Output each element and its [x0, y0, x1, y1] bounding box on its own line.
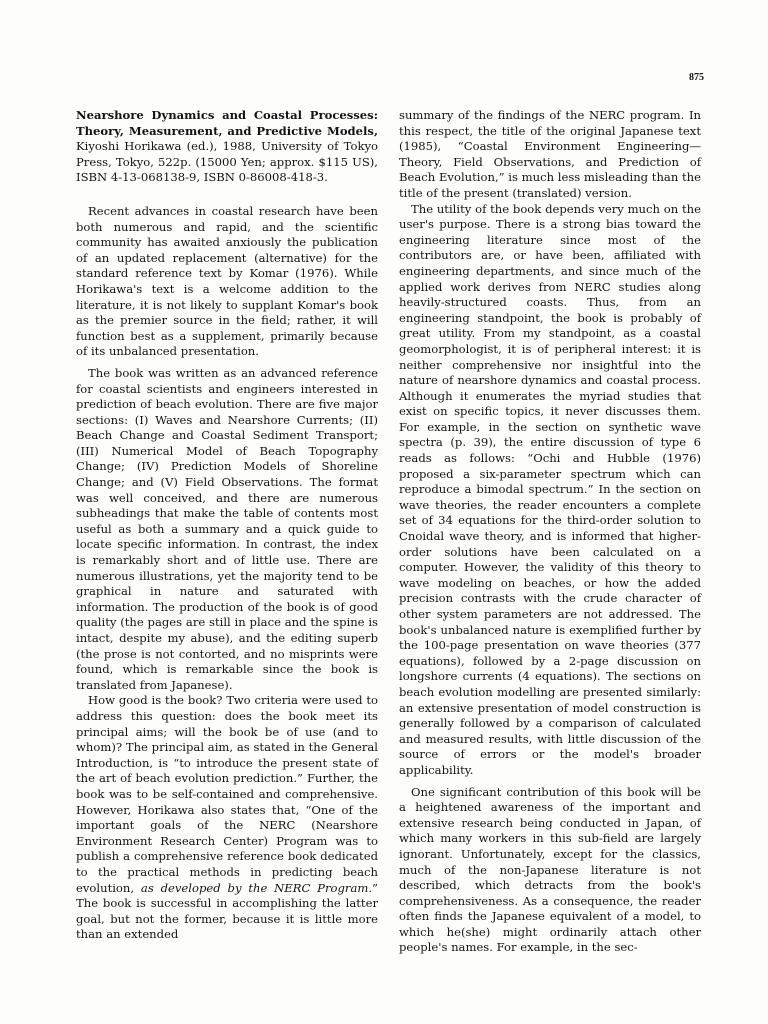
- paragraph: One significant contribution of this book will be a heightened awareness of the important and extensive research being conducted in Japan, of which many workers in this sub-field are largely ignorant. Unfortunately, except for the classics, much of the non-Japanese literature is not described, which detracts from the book's comprehensiveness. As a consequence, the reader often finds the Japanese equivalent of a model, to which he(she) might ordinarily attach other people's names. For example, in the sec-: [399, 784, 701, 955]
- paragraph: summary of the findings of the NERC program. In this respect, the title of the original Japanese text (1985), “Coastal Environment Engineering—Theory, Field Observations, and Prediction of Beach Evolution,” is much less misleading than the title of the present (translated) version.: [399, 108, 701, 200]
- emphasized-text: as developed by the NERC Program: [140, 880, 369, 895]
- paragraph-text: How good is the book? Two criteria were used to address this question: does the book meet its principal aims; will the book be of use (and to whom)? The principal aim, as stated in the General Introduction, is “to introduce the present state of the art of beach evolution prediction.” Further, the book was to be self-contained and comprehensive. However, Horikawa also states that, “One of the important goals of the NERC (Nearshore Environment Research Center) Program was to publish a comprehensive reference book dedicated to the practical methods in predicting beach evolution,: [76, 693, 378, 895]
- paragraph-text: .” The book is successful in accomplishing the latter goal, but not the former, because it is little more than an extended: [76, 880, 378, 942]
- page-number: 875: [689, 72, 704, 83]
- book-citation: [76, 108, 378, 186]
- left-column: [76, 108, 378, 943]
- book-details: Kiyoshi Horikawa (ed.), 1988, University of Tokyo Press, Tokyo, 522p. (15000 Yen; approx. $115 US), ISBN 4-13-068138-9, ISBN 0-86008-418-3.: [76, 139, 378, 185]
- book-title: Nearshore Dynamics and Coastal Processes: Theory, Measurement, and Predictive Models,: [76, 108, 378, 138]
- paragraph: Recent advances in coastal research have been both numerous and rapid, and the scientific community has awaited anxiously the publication of an updated replacement (alternative) for the standard reference text by Komar (1976). While Horikawa's text is a welcome addition to the literature, it is not likely to supplant Komar's book as the premier source in the field; rather, it will function best as a supplement, primarily because of its unbalanced presentation.: [76, 203, 378, 359]
- paragraph: [76, 693, 378, 943]
- paragraph: The utility of the book depends very much on the user's purpose. There is a strong bias toward the engineering literature since most of the contributors are, or have been, affiliated with engineering departments, and since much of the applied work derives from NERC studies along heavily-structured coasts. Thus, from an engineering standpoint, the book is probably of great utility. From my standpoint, as a coastal geomorphologist, it is of peripheral interest: it is neither comprehensive nor insightful into the nature of nearshore dynamics and coastal process. Although it enumerates the myriad studies that exist on specific topics, it never discusses them. For example, in the section on synthetic wave spectra (p. 39), the entire discussion of type 6 reads as follows: “Ochi and Hubble (1976) proposed a six-parameter spectrum which can reproduce a bimodal spectrum.” In the section on wave theories, the reader encounters a complete set of 34 equations for the third-order solution to Cnoidal wave theory, and is informed that higher-order solutions have been calculated on a computer. However, the validity of this theory to wave modeling on beaches, or how the added precision contrasts with the crude character of other system parameters are not addressed. The book's unbalanced nature is exemplified further by the 100-page presentation on wave theories (377 equations), followed by a 2-page discussion on longshore currents (4 equations). The sections on beach evolution modelling are presented similarly: an extensive presentation of model construction is generally followed by a comparison of calculated and measured results, with little discussion of the source of errors or the model's broader applicability.: [399, 201, 701, 777]
- right-column: [399, 108, 701, 956]
- paragraph: The book was written as an advanced reference for coastal scientists and engineers interested in prediction of beach evolution. There are five major sections: (I) Waves and Nearshore Currents; (II) Beach Change and Coastal Sediment Transport; (III) Numerical Model of Beach Topography Change; (IV) Prediction Models of Shoreline Change; and (V) Field Observations. The format was well conceived, and there are numerous subheadings that make the table of contents most useful as both a summary and a quick guide to locate specific information. In contrast, the index is remarkably short and of little use. There are numerous illustrations, yet the majority tend to be graphical in nature and saturated with information. The production of the book is of good quality (the pages are still in place and the spine is intact, despite my abuse), and the editing superb (the prose is not contorted, and no misprints were found, which is remarkable since the book is translated from Japanese).: [76, 365, 378, 692]
